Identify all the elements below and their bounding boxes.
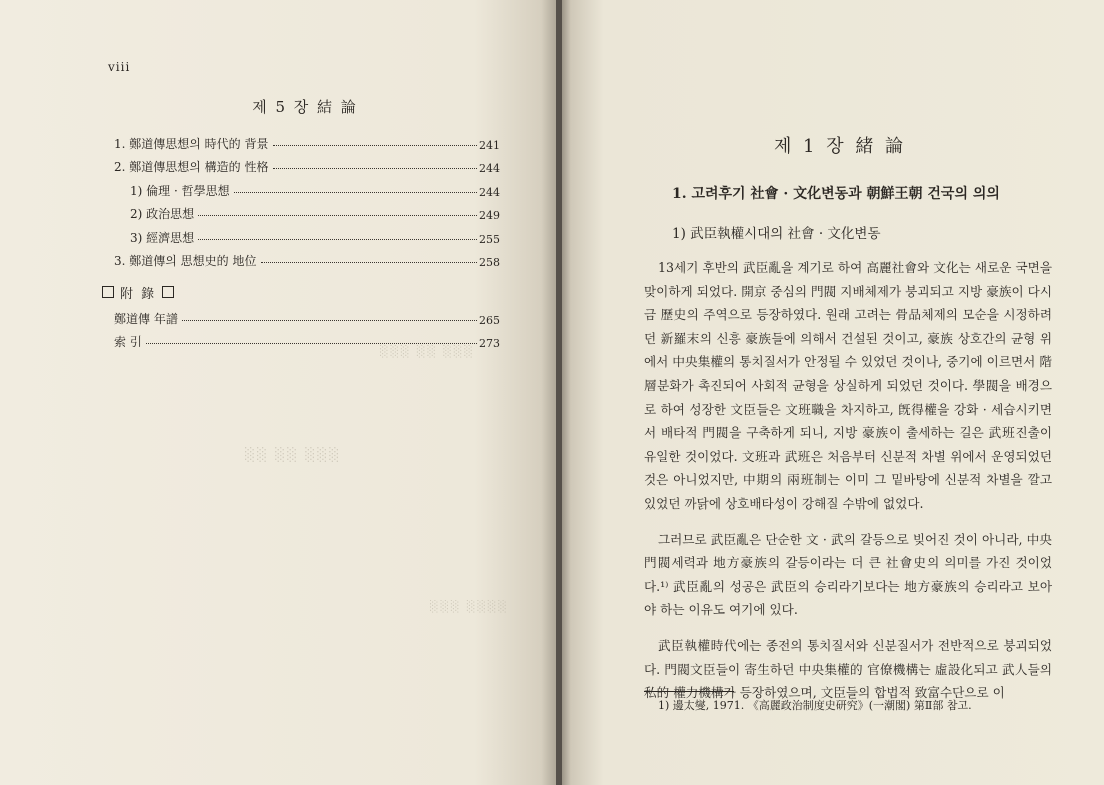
toc-entry[interactable] (100, 199, 500, 223)
toc-entry[interactable] (100, 303, 500, 327)
toc-leader (182, 320, 477, 321)
table-of-contents (100, 128, 500, 350)
subsection-heading: 1) 武臣執權시대의 社會 · 文化변동 (672, 226, 881, 242)
toc-entry-page: 249 (479, 209, 500, 222)
toc-entry-label: 3. 鄭道傳의 思想史的 地位 (114, 254, 257, 268)
box-bracket-icon (162, 286, 174, 298)
toc-entry-label: 1. 鄭道傳思想의 時代的 背景 (114, 136, 269, 151)
book-spine (556, 0, 562, 785)
toc-leader (198, 215, 477, 216)
paragraph: 13세기 후반의 武臣亂을 계기로 하여 高麗社會와 文化는 새로운 국면을 맞이하게 되었다. 開京 중심의 門閥 지배체제가 붕괴되고 지방 豪族이 다시금 歷史의 주역으로 등장하였다. 원래 고려는 骨品체제의 모순을 시정하려던 新羅末의 신흥 豪族들에 의해서 건설된 것이고, 豪族 상호간의 균형 위에서 中央集權의 통치질서가 안정될 수 있었던 것이나, 중기에 이르면서 階層분화가 촉진되어 사회적 균형을 상실하게 되었던 것이다. 學閥을 배경으로 하여 성장한 文臣들은 文班職을 차지하고, 旣得權을 강화 · 세습시키면서 배타적 門閥을 구축하게 되니, 지방 豪族이 출세하는 길은 武班진출이 유일한 것이었다. 文班과 武班은 처음부터 신분적 차별 위에서 운영되었던 것은 아니었지만, 中期의 兩班制는 이미 그 밑바탕에 신분적 차별을 깔고 있었던 까닭에 상호배타성이 강해질 수밖에 없었다. (644, 260, 1052, 511)
toc-entry[interactable] (100, 246, 500, 270)
show-through-text: ░░░ ░░░░ (430, 600, 509, 613)
box-bracket-icon (102, 286, 114, 298)
toc-entry-page: 265 (479, 313, 500, 327)
toc-leader (273, 145, 478, 146)
toc-entry-page: 241 (479, 138, 500, 152)
toc-entry[interactable] (100, 175, 500, 199)
footnote: 1) 邊太燮, 1971. 《高麗政治制度史研究》(一潮閣) 第Ⅱ部 참고. (658, 699, 972, 712)
section-heading: 1. 고려후기 社會 · 文化변동과 朝鮮王朝 건국의 의의 (672, 186, 1000, 202)
toc-entry[interactable] (100, 152, 500, 176)
page-folio: viii (108, 60, 131, 74)
toc-leader (234, 192, 477, 193)
toc-spacer (100, 269, 500, 281)
toc-entry-page: 244 (479, 162, 500, 175)
paragraph: 그러므로 武臣亂은 단순한 文 · 武의 갈등으로 빚어진 것이 아니라, 中央門閥세력과 地方豪族의 갈등이라는 더 큰 社會史의 의미를 가진 것이었다.¹⁾ 武臣亂의 성공은 武臣의 승리라기보다는 地方豪族의 승리라고 보아야 하는 이유도 여기에 있다. (644, 531, 1052, 618)
appendix-heading (100, 281, 500, 303)
toc-entry[interactable] (100, 327, 500, 351)
toc-entry-page: 255 (479, 232, 500, 246)
toc-entry-page: 258 (479, 256, 500, 269)
chapter-title: 제 5 장 結 論 (252, 98, 358, 116)
toc-leader (261, 262, 478, 263)
show-through-text: ░░ ░░ ░░░ (245, 448, 342, 463)
toc-leader (273, 168, 478, 169)
appendix-heading-label: 附 錄 (120, 286, 157, 302)
toc-entry[interactable] (100, 128, 500, 152)
toc-entry-label: 1) 倫理 · 哲學思想 (130, 183, 230, 198)
toc-leader (146, 343, 477, 344)
toc-entry-label: 2) 政治思想 (130, 207, 195, 221)
show-through-text: ░░░ ░░ ░░░ (380, 345, 475, 358)
toc-entry-label: 鄭道傳 年譜 (114, 311, 178, 326)
toc-entry[interactable] (100, 222, 500, 246)
footnote-rule (644, 691, 734, 692)
paragraph: 武臣執權時代에는 종전의 통치질서와 신분질서가 전반적으로 붕괴되었다. 門閥文臣들이 寄生하던 中央集權的 官僚機構는 虛設化되고 武人들의 私的 權力機構가 등장하였으며, 文臣들의 합법적 致富수단으로 이 (644, 637, 1052, 701)
toc-entry-label: 索 引 (114, 335, 142, 349)
toc-leader (198, 239, 477, 240)
body-text (644, 256, 1052, 705)
chapter-title: 제 1 장 緒 論 (773, 136, 907, 157)
toc-entry-label: 3) 經濟思想 (130, 230, 195, 245)
toc-entry-page: 273 (479, 337, 500, 350)
toc-entry-label: 2. 鄭道傳思想의 構造的 性格 (114, 160, 269, 174)
toc-entry-page: 244 (479, 185, 500, 199)
